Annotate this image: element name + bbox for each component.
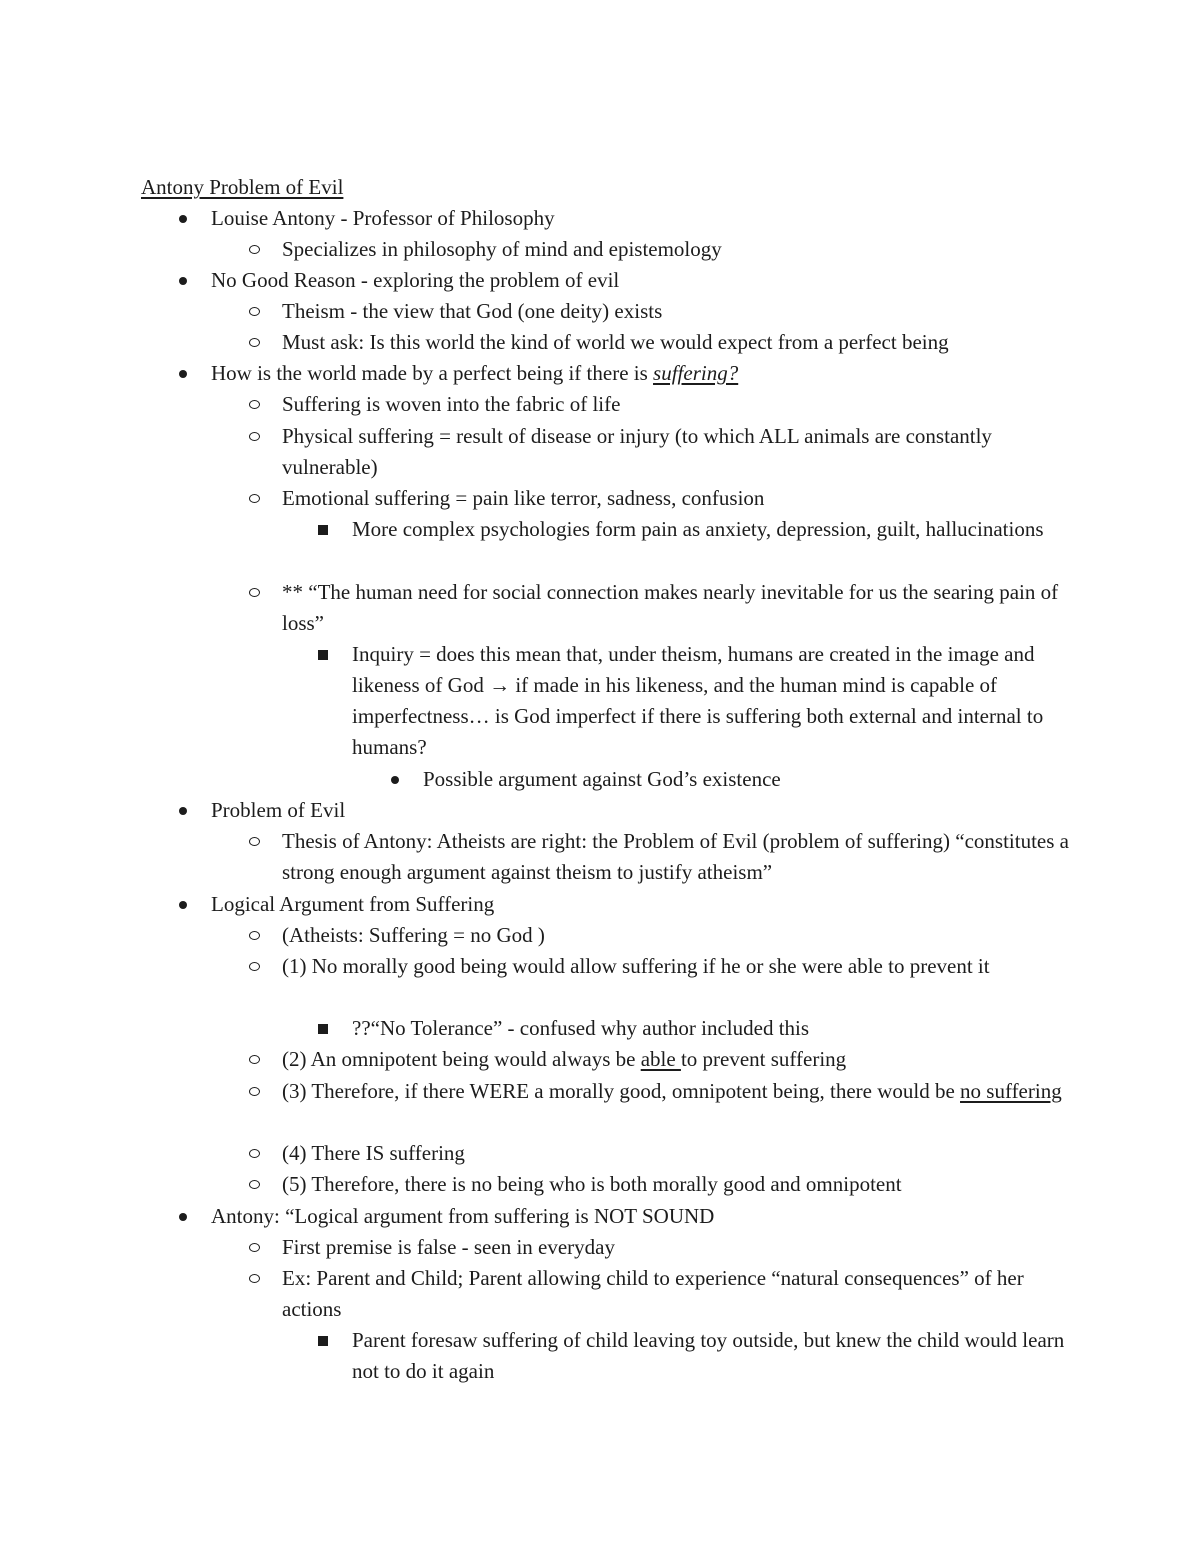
square-bullet-icon bbox=[318, 639, 328, 670]
item-text: First premise is false - seen in everyday bbox=[282, 1235, 615, 1259]
item-text: Thesis of Antony: Atheists are right: the Problem of Evil (problem of suffering) “constitutes a strong enough argument against theism to justify atheism” bbox=[282, 829, 1069, 885]
square-bullet-icon bbox=[318, 1013, 328, 1044]
list-item bbox=[282, 327, 1072, 358]
list-item bbox=[282, 1138, 1072, 1169]
list-item bbox=[282, 920, 1072, 951]
underlined-text: no suffering bbox=[960, 1079, 1062, 1103]
hollow-bullet-icon bbox=[249, 1169, 260, 1200]
item-text: Ex: Parent and Child; Parent allowing child to experience “natural consequences” of her actions bbox=[282, 1266, 1024, 1322]
filled-bullet-icon bbox=[179, 203, 187, 234]
hollow-bullet-icon bbox=[249, 1263, 260, 1294]
list-item bbox=[211, 358, 1071, 389]
list-item bbox=[352, 1325, 1072, 1387]
item-text: Louise Antony - Professor of Philosophy bbox=[211, 206, 555, 230]
list-item bbox=[211, 795, 1071, 826]
item-text: Inquiry = does this mean that, under theism, humans are created in the image and likeness of God → if made in his likeness, and the human mind is capable of imperfectness… is God imperfect if there is suffering both external and internal to humans? bbox=[352, 642, 1044, 760]
square-bullet-icon bbox=[318, 514, 328, 545]
hollow-bullet-icon bbox=[249, 1138, 260, 1169]
emphasized-text: suffering? bbox=[653, 361, 739, 385]
list-item bbox=[282, 296, 1072, 327]
item-text: ??“No Tolerance” - confused why author included this bbox=[352, 1016, 810, 1040]
page-title: Antony Problem of Evil bbox=[141, 175, 344, 199]
list-item bbox=[282, 1076, 1072, 1107]
hollow-bullet-icon bbox=[249, 327, 260, 358]
item-text: (5) Therefore, there is no being who is both morally good and omnipotent bbox=[282, 1172, 902, 1196]
hollow-bullet-icon bbox=[249, 1232, 260, 1263]
list-item bbox=[211, 203, 1071, 234]
filled-bullet-icon bbox=[179, 1201, 187, 1232]
hollow-bullet-icon bbox=[249, 951, 260, 982]
list-item bbox=[211, 1201, 1071, 1232]
list-item bbox=[282, 483, 1072, 514]
item-text: (2) An omnipotent being would always be bbox=[282, 1047, 641, 1071]
filled-bullet-icon bbox=[179, 889, 187, 920]
item-text: Antony: “Logical argument from suffering is NOT SOUND bbox=[211, 1204, 715, 1228]
item-text: (1) No morally good being would allow suffering if he or she were able to prevent it bbox=[282, 954, 990, 978]
item-text: Specializes in philosophy of mind and epistemology bbox=[282, 237, 722, 261]
item-text: Must ask: Is this world the kind of world we would expect from a perfect being bbox=[282, 330, 949, 354]
filled-bullet-icon bbox=[391, 764, 399, 795]
hollow-bullet-icon bbox=[249, 234, 260, 265]
list-item bbox=[423, 764, 1073, 795]
item-text: Parent foresaw suffering of child leaving toy outside, but knew the child would learn not to do it again bbox=[352, 1328, 1065, 1384]
item-text: (Atheists: Suffering = no God ) bbox=[282, 923, 545, 947]
hollow-bullet-icon bbox=[249, 577, 260, 608]
item-text: ** “The human need for social connection makes nearly inevitable for us the searing pain of loss” bbox=[282, 580, 1059, 636]
list-item bbox=[282, 389, 1072, 420]
item-text: No Good Reason - exploring the problem of evil bbox=[211, 268, 620, 292]
item-text: How is the world made by a perfect being if there is bbox=[211, 361, 654, 385]
hollow-bullet-icon bbox=[249, 920, 260, 951]
item-text: Logical Argument from Suffering bbox=[211, 892, 495, 916]
filled-bullet-icon bbox=[179, 358, 187, 389]
list-item bbox=[282, 951, 1072, 982]
hollow-bullet-icon bbox=[249, 421, 260, 452]
hollow-bullet-icon bbox=[249, 1044, 260, 1075]
item-text: Problem of Evil bbox=[211, 798, 346, 822]
list-item bbox=[282, 826, 1072, 888]
list-item bbox=[282, 577, 1072, 639]
list-item bbox=[282, 421, 1072, 483]
list-item bbox=[352, 514, 1072, 545]
hollow-bullet-icon bbox=[249, 1076, 260, 1107]
hollow-bullet-icon bbox=[249, 826, 260, 857]
item-text: Physical suffering = result of disease or injury (to which ALL animals are constantly vulnerable) bbox=[282, 424, 992, 480]
item-text: Possible argument against God’s existence bbox=[423, 767, 781, 791]
underlined-text: able bbox=[640, 1047, 681, 1071]
item-text: (4) There IS suffering bbox=[282, 1141, 465, 1165]
list-item bbox=[282, 1169, 1072, 1200]
hollow-bullet-icon bbox=[249, 296, 260, 327]
list-item bbox=[282, 1263, 1072, 1325]
item-text: (3) Therefore, if there WERE a morally good, omnipotent being, there would be bbox=[282, 1079, 961, 1103]
list-item bbox=[352, 1013, 1072, 1044]
list-item bbox=[211, 265, 1071, 296]
hollow-bullet-icon bbox=[249, 483, 260, 514]
list-item bbox=[282, 1232, 1072, 1263]
item-text: Theism - the view that God (one deity) exists bbox=[282, 299, 663, 323]
hollow-bullet-icon bbox=[249, 389, 260, 420]
item-text: to prevent suffering bbox=[680, 1047, 847, 1071]
square-bullet-icon bbox=[318, 1325, 328, 1356]
item-text: Suffering is woven into the fabric of life bbox=[282, 392, 621, 416]
filled-bullet-icon bbox=[179, 795, 187, 826]
list-item bbox=[282, 234, 1072, 265]
list-item bbox=[352, 639, 1072, 763]
item-text: More complex psychologies form pain as anxiety, depression, guilt, hallucinations bbox=[352, 517, 1044, 541]
filled-bullet-icon bbox=[179, 265, 187, 296]
item-text: Emotional suffering = pain like terror, sadness, confusion bbox=[282, 486, 765, 510]
list-item bbox=[211, 889, 1071, 920]
list-item bbox=[282, 1044, 1072, 1075]
